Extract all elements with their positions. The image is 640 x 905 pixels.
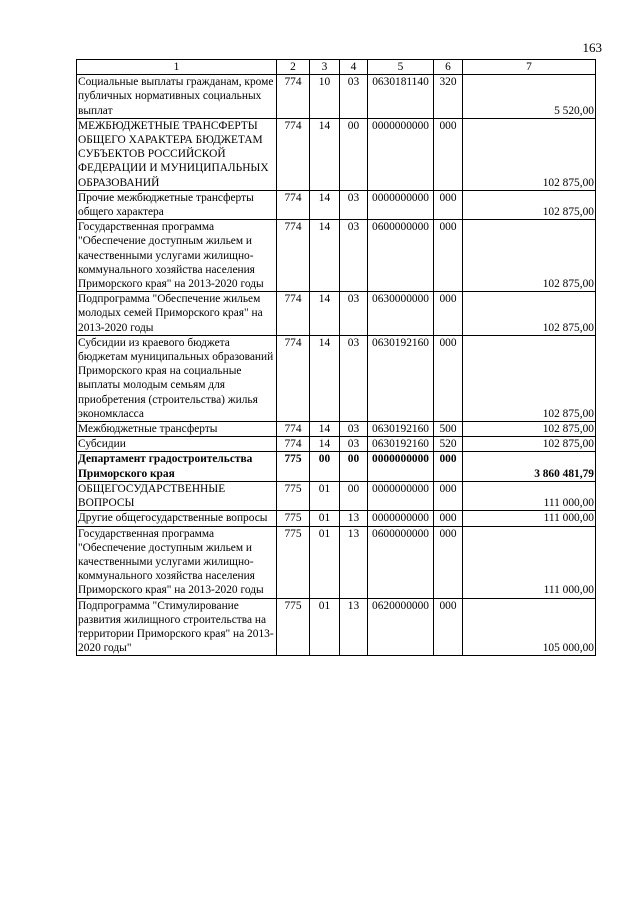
amount-cell: 111 000,00 <box>463 481 596 510</box>
grbs-code-cell: 774 <box>277 422 310 437</box>
header-cell: 4 <box>340 60 368 75</box>
row-name-cell: Межбюджетные трансферты <box>77 422 277 437</box>
row-name-cell: Подпрограмма "Обеспечение жильем молодых семей Приморского края" на 2013-2020 годы <box>77 292 277 336</box>
target-article-cell: 0600000000 <box>368 526 434 598</box>
header-cell: 5 <box>368 60 434 75</box>
expense-type-cell: 000 <box>434 118 463 190</box>
amount-cell: 3 860 481,79 <box>463 452 596 481</box>
header-cell: 2 <box>277 60 310 75</box>
section-code-cell: 14 <box>310 190 340 219</box>
grbs-code-cell: 774 <box>277 75 310 119</box>
grbs-code-cell: 774 <box>277 118 310 190</box>
row-name-cell: МЕЖБЮДЖЕТНЫЕ ТРАНСФЕРТЫ ОБЩЕГО ХАРАКТЕРА БЮДЖЕТАМ СУБЪЕКТОВ РОССИЙСКОЙ ФЕДЕРАЦИИ И МУНИЦИПАЛЬНЫХ ОБРАЗОВАНИЙ <box>77 118 277 190</box>
expense-type-cell: 000 <box>434 220 463 292</box>
header-cell: 6 <box>434 60 463 75</box>
amount-cell: 102 875,00 <box>463 292 596 336</box>
row-name-cell: Подпрограмма "Стимулирование развития жилищного строительства на территории Приморского края" на 2013-2020 годы" <box>77 598 277 656</box>
table-row <box>77 511 596 526</box>
row-name-cell: ОБЩЕГОСУДАРСТВЕННЫЕ ВОПРОСЫ <box>77 481 277 510</box>
expense-type-cell: 520 <box>434 437 463 452</box>
section-code-cell: 01 <box>310 481 340 510</box>
section-code-cell: 14 <box>310 118 340 190</box>
expense-type-cell: 000 <box>434 190 463 219</box>
grbs-code-cell: 774 <box>277 437 310 452</box>
expense-type-cell: 000 <box>434 511 463 526</box>
target-article-cell: 0630181140 <box>368 75 434 119</box>
expense-type-cell: 000 <box>434 598 463 656</box>
grbs-code-cell: 775 <box>277 452 310 481</box>
grbs-code-cell: 774 <box>277 190 310 219</box>
table-body <box>77 75 596 656</box>
amount-cell: 102 875,00 <box>463 118 596 190</box>
amount-cell: 102 875,00 <box>463 335 596 421</box>
table-row <box>77 526 596 598</box>
amount-cell: 102 875,00 <box>463 190 596 219</box>
section-code-cell: 01 <box>310 526 340 598</box>
target-article-cell: 0000000000 <box>368 481 434 510</box>
table-row <box>77 422 596 437</box>
subsection-code-cell: 00 <box>340 452 368 481</box>
target-article-cell: 0630192160 <box>368 422 434 437</box>
header-cell: 1 <box>77 60 277 75</box>
subsection-code-cell: 03 <box>340 75 368 119</box>
subsection-code-cell: 03 <box>340 220 368 292</box>
subsection-code-cell: 13 <box>340 598 368 656</box>
section-code-cell: 14 <box>310 437 340 452</box>
amount-cell: 111 000,00 <box>463 511 596 526</box>
subsection-code-cell: 03 <box>340 422 368 437</box>
expense-type-cell: 500 <box>434 422 463 437</box>
target-article-cell: 0600000000 <box>368 220 434 292</box>
table-row <box>77 598 596 656</box>
budget-table <box>76 59 596 656</box>
target-article-cell: 0620000000 <box>368 598 434 656</box>
grbs-code-cell: 774 <box>277 335 310 421</box>
amount-cell: 5 520,00 <box>463 75 596 119</box>
subsection-code-cell: 00 <box>340 118 368 190</box>
target-article-cell: 0000000000 <box>368 190 434 219</box>
grbs-code-cell: 774 <box>277 220 310 292</box>
expense-type-cell: 000 <box>434 526 463 598</box>
section-code-cell: 14 <box>310 422 340 437</box>
row-name-cell: Другие общегосударственные вопросы <box>77 511 277 526</box>
target-article-cell: 0000000000 <box>368 452 434 481</box>
expense-type-cell: 000 <box>434 335 463 421</box>
expense-type-cell: 000 <box>434 452 463 481</box>
subsection-code-cell: 00 <box>340 481 368 510</box>
grbs-code-cell: 775 <box>277 511 310 526</box>
section-code-cell: 14 <box>310 220 340 292</box>
section-code-cell: 00 <box>310 452 340 481</box>
section-code-cell: 01 <box>310 511 340 526</box>
expense-type-cell: 000 <box>434 292 463 336</box>
section-code-cell: 14 <box>310 335 340 421</box>
subsection-code-cell: 03 <box>340 335 368 421</box>
grbs-code-cell: 775 <box>277 481 310 510</box>
grbs-code-cell: 774 <box>277 292 310 336</box>
row-name-cell: Субсидии из краевого бюджета бюджетам муниципальных образований Приморского края на социальные выплаты молодым семьям для приобретения (строительства) жилья экономкласса <box>77 335 277 421</box>
subsection-code-cell: 13 <box>340 511 368 526</box>
header-cell: 7 <box>463 60 596 75</box>
row-name-cell: Государственная программа "Обеспечение доступным жильем и качественными услугами жилищно-коммунального хозяйства населения Приморского края" на 2013-2020 годы <box>77 526 277 598</box>
grbs-code-cell: 775 <box>277 526 310 598</box>
section-code-cell: 10 <box>310 75 340 119</box>
subsection-code-cell: 13 <box>340 526 368 598</box>
subsection-code-cell: 03 <box>340 190 368 219</box>
table-row <box>77 335 596 421</box>
expense-type-cell: 000 <box>434 481 463 510</box>
target-article-cell: 0000000000 <box>368 118 434 190</box>
target-article-cell: 0630192160 <box>368 437 434 452</box>
header-cell: 3 <box>310 60 340 75</box>
table-row <box>77 481 596 510</box>
amount-cell: 102 875,00 <box>463 422 596 437</box>
table-row <box>77 452 596 481</box>
subsection-code-cell: 03 <box>340 437 368 452</box>
target-article-cell: 0630192160 <box>368 335 434 421</box>
table-row <box>77 190 596 219</box>
table-row <box>77 220 596 292</box>
section-code-cell: 01 <box>310 598 340 656</box>
table-row <box>77 75 596 119</box>
table-header-row <box>77 60 596 75</box>
subsection-code-cell: 03 <box>340 292 368 336</box>
table-row <box>77 118 596 190</box>
amount-cell: 105 000,00 <box>463 598 596 656</box>
grbs-code-cell: 775 <box>277 598 310 656</box>
table-row <box>77 292 596 336</box>
amount-cell: 111 000,00 <box>463 526 596 598</box>
row-name-cell: Социальные выплаты гражданам, кроме публичных нормативных социальных выплат <box>77 75 277 119</box>
row-name-cell: Субсидии <box>77 437 277 452</box>
row-name-cell: Прочие межбюджетные трансферты общего характера <box>77 190 277 219</box>
amount-cell: 102 875,00 <box>463 220 596 292</box>
row-name-cell: Государственная программа "Обеспечение доступным жильем и качественными услугами жилищно-коммунального хозяйства населения Приморского края" на 2013-2020 годы <box>77 220 277 292</box>
amount-cell: 102 875,00 <box>463 437 596 452</box>
page-number: 163 <box>582 40 602 55</box>
section-code-cell: 14 <box>310 292 340 336</box>
row-name-cell: Департамент градостроительства Приморского края <box>77 452 277 481</box>
table-row <box>77 437 596 452</box>
target-article-cell: 0000000000 <box>368 511 434 526</box>
target-article-cell: 0630000000 <box>368 292 434 336</box>
expense-type-cell: 320 <box>434 75 463 119</box>
